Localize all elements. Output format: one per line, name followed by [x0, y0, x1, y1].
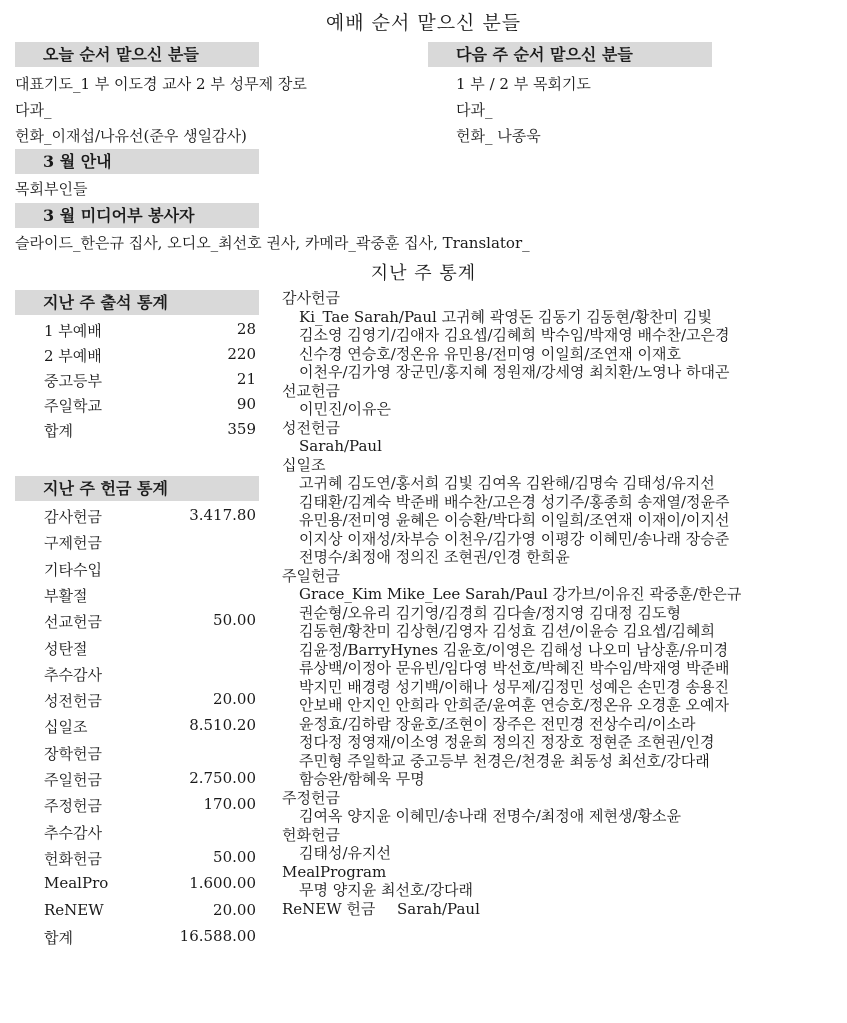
offering-names-line: Grace_Kim Mike_Lee Sarah/Paul 강가브/이유진 곽중훈/한은규 — [299, 585, 742, 603]
offering-row — [44, 927, 256, 953]
offering-category-heading: 주정헌금 — [282, 788, 340, 807]
attendance-value: 220 — [227, 345, 256, 363]
offering-row — [44, 874, 256, 900]
offering-names-line: 이지상 이재성/차부승 이천우/김가영 이평강 이혜민/송나래 장승준 — [299, 529, 730, 548]
offering-label: 부활절 — [44, 586, 88, 605]
today-line-prayer: 대표기도_1 부 이도경 교사 2 부 성무제 장로 — [15, 75, 307, 93]
offering-names-line: 이천우/김가영 장군민/홍지혜 정원재/강세영 최치환/노영나 하대곤 — [299, 363, 730, 381]
offering-row — [44, 743, 256, 769]
offering-row — [44, 901, 256, 927]
offering-names-line: 고귀혜 김도연/홍서희 김빛 김여옥 김완해/김명숙 김태성/유지선 — [299, 474, 715, 492]
attendance-value: 359 — [227, 420, 256, 438]
today-roles-heading: 오늘 순서 맡으신 분들 — [15, 42, 259, 67]
today-line-refreshment: 다과_ — [15, 101, 52, 119]
offering-names-line: 무명 양지윤 최선호/강다래 — [299, 881, 473, 899]
offering-names-line: 정다정 정영재/이소영 정윤희 정의진 정장호 정현준 조현권/인경 — [299, 733, 715, 751]
offering-label: 합계 — [44, 928, 73, 947]
offering-names-line: 김여옥 양지윤 이혜민/송나래 전명수/최정애 제현생/황소윤 — [299, 807, 681, 825]
offering-category-heading: 주일헌금 — [282, 566, 340, 585]
attendance-label: 1 부예배 — [44, 322, 102, 340]
offering-label: 십일조 — [44, 718, 88, 737]
offering-names-line: 이민진/이유은 — [299, 400, 391, 418]
march-notice-heading: 3 월 안내 — [15, 149, 259, 174]
offering-heading: 지난 주 헌금 통계 — [15, 476, 259, 501]
attendance-row — [44, 395, 256, 419]
offering-label: 헌화헌금 — [44, 849, 102, 868]
offering-label: 주일헌금 — [44, 771, 102, 789]
offering-category-heading: 십일조 — [282, 455, 326, 474]
last-week-stats-title: 지난 주 통계 — [370, 263, 477, 284]
offering-value: 3.417.80 — [189, 506, 256, 524]
offering-label: 추수감사 — [44, 823, 102, 842]
attendance-row — [44, 370, 256, 394]
offering-value: 2.750.00 — [189, 769, 256, 787]
offering-names-line: 김태환/김계숙 박준배 배수찬/고은경 성기주/홍종희 송재열/정윤주 — [299, 492, 730, 511]
attendance-label: 2 부예배 — [44, 347, 102, 365]
page-title: 예배 순서 맡으신 분들 — [325, 12, 522, 34]
attendance-value: 28 — [236, 320, 256, 338]
offering-value: 20.00 — [213, 900, 256, 919]
attendance-label: 주일학교 — [44, 397, 102, 415]
offering-names-line: 윤정효/김하람 장윤호/조현이 장주은 전민경 전상수리/이소라 — [299, 714, 696, 733]
offering-row — [44, 822, 256, 848]
offering-label: 장학헌금 — [44, 744, 102, 763]
attendance-value: 21 — [236, 370, 256, 388]
offering-value: 170.00 — [203, 795, 256, 814]
offering-label: ReNEW — [44, 900, 104, 919]
offering-label: 주정헌금 — [44, 797, 102, 816]
offering-names-line: 김소영 김영기/김애자 김요셉/김혜희 박수임/박재영 배수찬/고은경 — [299, 326, 730, 344]
offering-names-line: 김동현/황찬미 김상현/김영자 김성효 김션/이윤승 김요셉/김혜희 — [299, 622, 716, 640]
offering-label: 감사헌금 — [44, 508, 102, 526]
offering-names-line: 김태성/유지선 — [299, 844, 391, 862]
offering-names-line: 유민용/전미영 윤혜은 이승환/박다희 이일희/조연재 이재이/이지선 — [299, 511, 730, 529]
offering-label: 선교헌금 — [44, 613, 102, 632]
offering-category-heading: 선교헌금 — [282, 381, 340, 400]
offering-category-heading: 감사헌금 — [282, 289, 340, 307]
offering-names-line: 주민형 주일학교 중고등부 천경은/천경윤 최동성 최선호/강다래 — [299, 751, 710, 770]
offering-value: 16.588.00 — [179, 926, 256, 945]
today-line-flowers: 헌화_이재섭/나유선(준우 생일감사) — [15, 127, 247, 145]
media-volunteers-text: 슬라이드_한은규 집사, 오디오_최선호 권사, 카메라_곽중훈 집사, Translator_ — [15, 234, 530, 252]
offering-row — [44, 506, 256, 532]
offering-label: MealPro — [44, 874, 109, 893]
offering-row — [44, 664, 256, 690]
offering-row — [44, 559, 256, 585]
offering-row — [44, 638, 256, 664]
march-notice-text: 목회부인들 — [15, 180, 88, 198]
offering-category-heading: ReNEW 헌금 — [282, 899, 376, 918]
offering-row — [44, 532, 256, 558]
next-week-line-flowers: 헌화_ 나종욱 — [456, 127, 541, 145]
offering-row — [44, 795, 256, 821]
offering-label: 성전헌금 — [44, 692, 102, 711]
offering-row — [44, 611, 256, 637]
offering-label: 추수감사 — [44, 665, 102, 684]
offering-label: 성탄절 — [44, 639, 88, 658]
attendance-row — [44, 420, 256, 444]
offering-names-line: 권순형/오유리 김기영/김경희 김다솔/정지영 김대정 김도형 — [299, 603, 681, 622]
attendance-row — [44, 345, 256, 369]
offering-value: 1.600.00 — [189, 874, 256, 893]
offering-label: 기타수입 — [44, 560, 102, 579]
offering-value: 50.00 — [213, 847, 256, 866]
attendance-label: 합계 — [44, 422, 73, 440]
offering-row — [44, 769, 256, 795]
next-week-line-prayer: 1 부 / 2 부 목회기도 — [456, 75, 591, 93]
offering-value: 8.510.20 — [189, 716, 256, 735]
attendance-row — [44, 320, 256, 344]
offering-names-line: Ki_Tae Sarah/Paul 고귀혜 곽영돈 김동기 김동현/황찬미 김빛 — [299, 307, 713, 326]
offering-names-line: 박지민 배경령 성기백/이해나 성무제/김정민 성예은 손민경 송용진 — [299, 677, 729, 696]
offering-names-line: 김윤정/BarryHynes 김윤호/이영은 김해성 나오미 남상훈/유미경 — [299, 640, 729, 659]
next-week-line-refreshment: 다과_ — [456, 101, 493, 119]
media-volunteers-heading: 3 월 미디어부 봉사자 — [15, 203, 259, 228]
offering-row — [44, 585, 256, 611]
offering-category-heading: 성전헌금 — [282, 418, 340, 437]
attendance-heading: 지난 주 출석 통계 — [15, 290, 259, 315]
offering-label: 구제헌금 — [44, 534, 102, 553]
offering-category-heading: 헌화헌금 — [282, 825, 340, 844]
offering-row — [44, 716, 256, 742]
attendance-label: 중고등부 — [44, 372, 102, 390]
offering-names-line: 함승완/함혜욱 무명 — [299, 770, 425, 788]
attendance-value: 90 — [236, 395, 256, 413]
offering-names-line: 안보배 안지인 안희라 안희준/윤여훈 연승호/정온유 오경훈 오예자 — [299, 696, 729, 714]
offering-category-names: Sarah/Paul — [397, 899, 480, 918]
offering-row — [44, 848, 256, 874]
offering-names-line: 전명수/최정애 정의진 조현권/인경 한희윤 — [299, 548, 570, 566]
offering-names-line: Sarah/Paul — [299, 437, 382, 455]
offering-category-heading: MealProgram — [282, 862, 387, 881]
offering-value: 20.00 — [213, 690, 256, 709]
next-week-roles-heading: 다음 주 순서 맡으신 분들 — [428, 42, 712, 67]
offering-row — [44, 690, 256, 716]
offering-names-line: 류상백/이정아 문유빈/임다영 박선호/박혜진 박수임/박재영 박준배 — [299, 659, 730, 677]
offering-value: 50.00 — [213, 611, 256, 630]
offering-names-line: 신수경 연승호/정온유 유민용/전미영 이일희/조연재 이재호 — [299, 344, 681, 363]
